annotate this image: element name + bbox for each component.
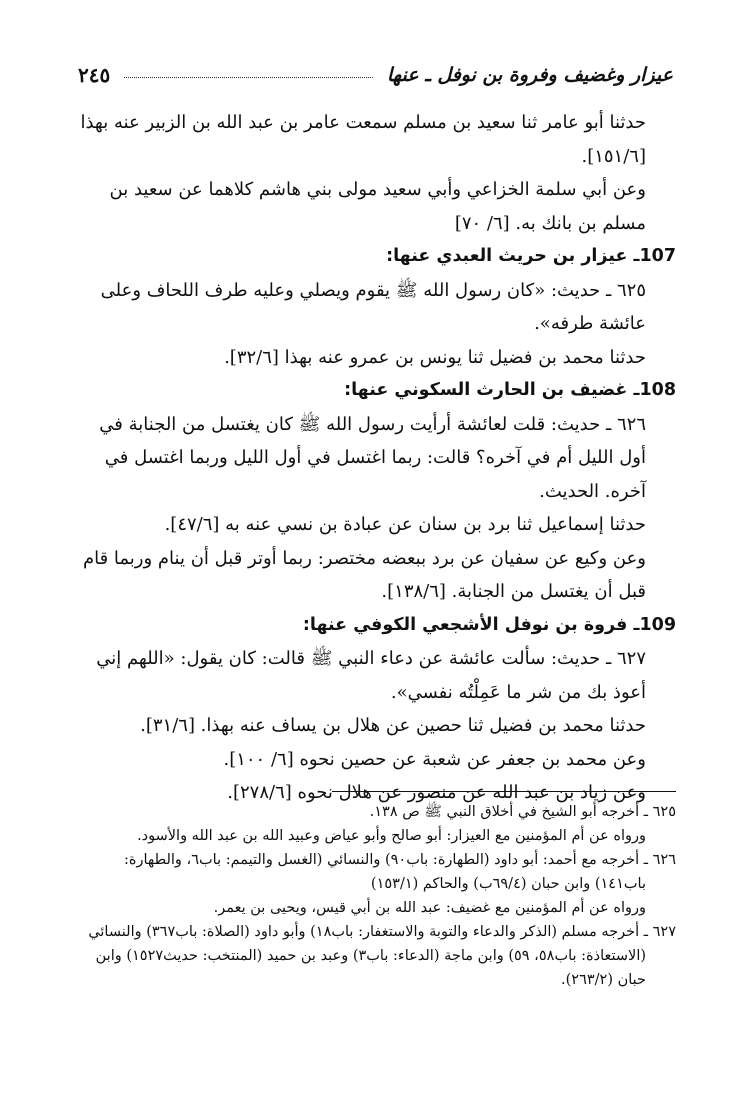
main-text xyxy=(78,106,676,810)
footnotes xyxy=(78,800,676,992)
hadith-627: ٦٢٧ ـ حديث: سألت عائشة عن دعاء النبي ﷺ قالت: كان يقول: «اللهم إني أعوذ بك من شر ما عَمِلْتُه نفسي». xyxy=(96,648,646,703)
page-number: ٢٤٥ xyxy=(78,63,111,87)
paragraph-isnad: وعن أبي سلمة الخزاعي وأبي سعيد مولى بني هاشم كلاهما عن سعيد بن مسلم بن بانك به. [٦/ ٧٠] xyxy=(109,179,646,234)
hadith-625: ٦٢٥ ـ حديث: «كان رسول الله ﷺ يقوم ويصلي وعليه طرف اللحاف وعلى عائشة طرفه». xyxy=(100,279,646,334)
footnote-continuation: ورواه عن أم المؤمنين مع العيزار: أبو صالح وأبو عياض وعبيد الله بن عبد الله والأسود. xyxy=(137,828,646,844)
footnote-625: ٦٢٥ ـ أخرجه أبو الشيخ في أخلاق النبي ﷺ ص ١٣٨. xyxy=(369,804,676,820)
running-title: عيزار وغضيف وفروة بن نوفل ـ عنها xyxy=(386,64,673,86)
section-heading: 107ـ عيزار بن حريث العبدي عنها: xyxy=(386,246,676,266)
paragraph-isnad: وعن وكيع عن سفيان عن برد ببعضه مختصر: ربما أوتر قبل أن ينام وربما قام قبل أن يغتسل من الجنابة. [١٣٨/٦]. xyxy=(82,547,646,602)
footnote-divider xyxy=(332,791,676,792)
paragraph-isnad: حدثنا محمد بن فضيل ثنا يونس بن عمرو عنه بهذا [٣٢/٦]. xyxy=(224,346,646,368)
header-dotted-rule xyxy=(124,77,373,78)
paragraph-isnad: حدثنا إسماعيل ثنا برد بن سنان عن عبادة بن نسي عنه به [٤٧/٦]. xyxy=(164,514,646,535)
footnote-627: ٦٢٧ ـ أخرجه مسلم (الذكر والدعاء والتوبة والاستغفار: باب١٨) وأبو داود (الصلاة: باب٣٦٧) والنسائي (الاستعاذة: باب٥٨، ٥٩) وابن ماجة (الدعاء: باب٣) وعبد بن حميد (المنتخب: حديث١٥٢٧) وابن حبان (٢٦٣/٢). xyxy=(88,924,676,988)
paragraph-isnad: وعن زياد بن عبد الله عن منصور عن هلال نحوه [٢٧٨/٦]. xyxy=(227,782,646,803)
footnote-626: ٦٢٦ ـ أخرجه مع أحمد: أبو داود (الطهارة: باب٩٠) والنسائي (الغسل والتيمم: باب٦، والطهارة: باب١٤١) وابن حبان (٦٩/٤ب) والحاكم (١٥٣/١) xyxy=(123,852,676,892)
hadith-626: ٦٢٦ ـ حديث: قلت لعائشة أرأيت رسول الله ﷺ كان يغتسل من الجنابة في أول الليل أم في آخره؟ قالت: ربما اغتسل في أول الليل وربما اغتسل في آخره. الحديث. xyxy=(99,413,646,502)
footnote-continuation: ورواه عن أم المؤمنين مع غضيف: عبد الله بن أبي قيس، ويحيى بن يعمر. xyxy=(213,900,646,916)
section-heading: 108ـ غضيف بن الحارث السكوني عنها: xyxy=(344,380,676,400)
paragraph-isnad: حدثنا أبو عامر ثنا سعيد بن مسلم سمعت عامر بن عبد الله بن الزبير عنه بهذا [١٥١/٦]. xyxy=(80,112,646,167)
section-heading: 109ـ فروة بن نوفل الأشجعي الكوفي عنها: xyxy=(302,614,676,635)
paragraph-isnad: حدثنا محمد بن فضيل ثنا حصين عن هلال بن يساف عنه بهذا. [٣١/٦]. xyxy=(140,715,646,736)
paragraph-isnad: وعن محمد بن جعفر عن شعبة عن حصين نحوه [٦/ ١٠٠]. xyxy=(223,748,646,770)
running-header xyxy=(78,58,673,92)
